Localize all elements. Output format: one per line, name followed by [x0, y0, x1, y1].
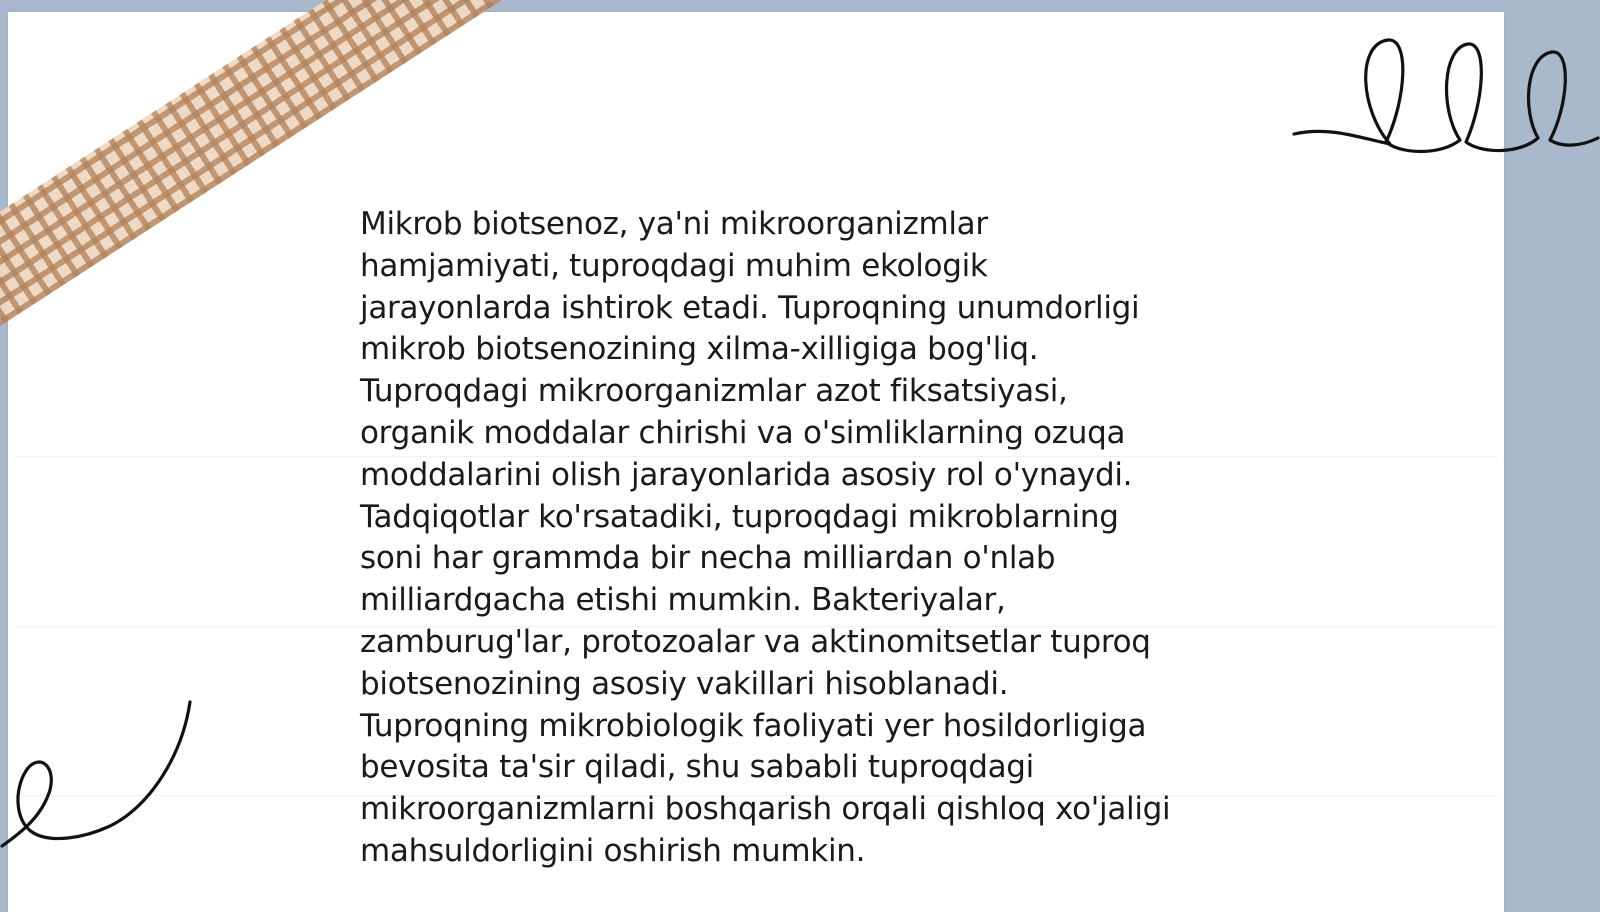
- body-paragraph: Mikrob biotsenoz, ya'ni mikroorganizmlar hamjamiyati, tuproqdagi muhim ekologik jarayonlarda ishtirok etadi. Tuproqning unumdorligi mikrob biotsenozining xilma-xilligiga bog'liq. Tuproqdagi mikroorganizmlar azot fiksatsiyasi, organik moddalar chirishi va o'simliklarning ozuqa moddalarini olish jarayonlarida asosiy rol o'ynaydi. Tadqiqotlar ko'rsatadiki, tuproqdagi mikroblarning soni har grammda bir necha milliardan o'nlab milliardgacha etishi mumkin. Bakteriyalar, zamburug'lar, protozoalar va aktinomitsetlar tuproq biotsenozining asosiy vakillari hisoblanadi. Tuproqning mikrobiologik faoliyati yer hosildorligiga bevosita ta'sir qiladi, shu sababli tuproqdagi mikroorganizmlarni boshqarish orqali qishloq xo'jaligi mahsuldorligini oshirish mumkin.: [360, 206, 1171, 869]
- loop-scribble-icon: [1290, 30, 1600, 170]
- loop-scribble-icon: [0, 696, 200, 856]
